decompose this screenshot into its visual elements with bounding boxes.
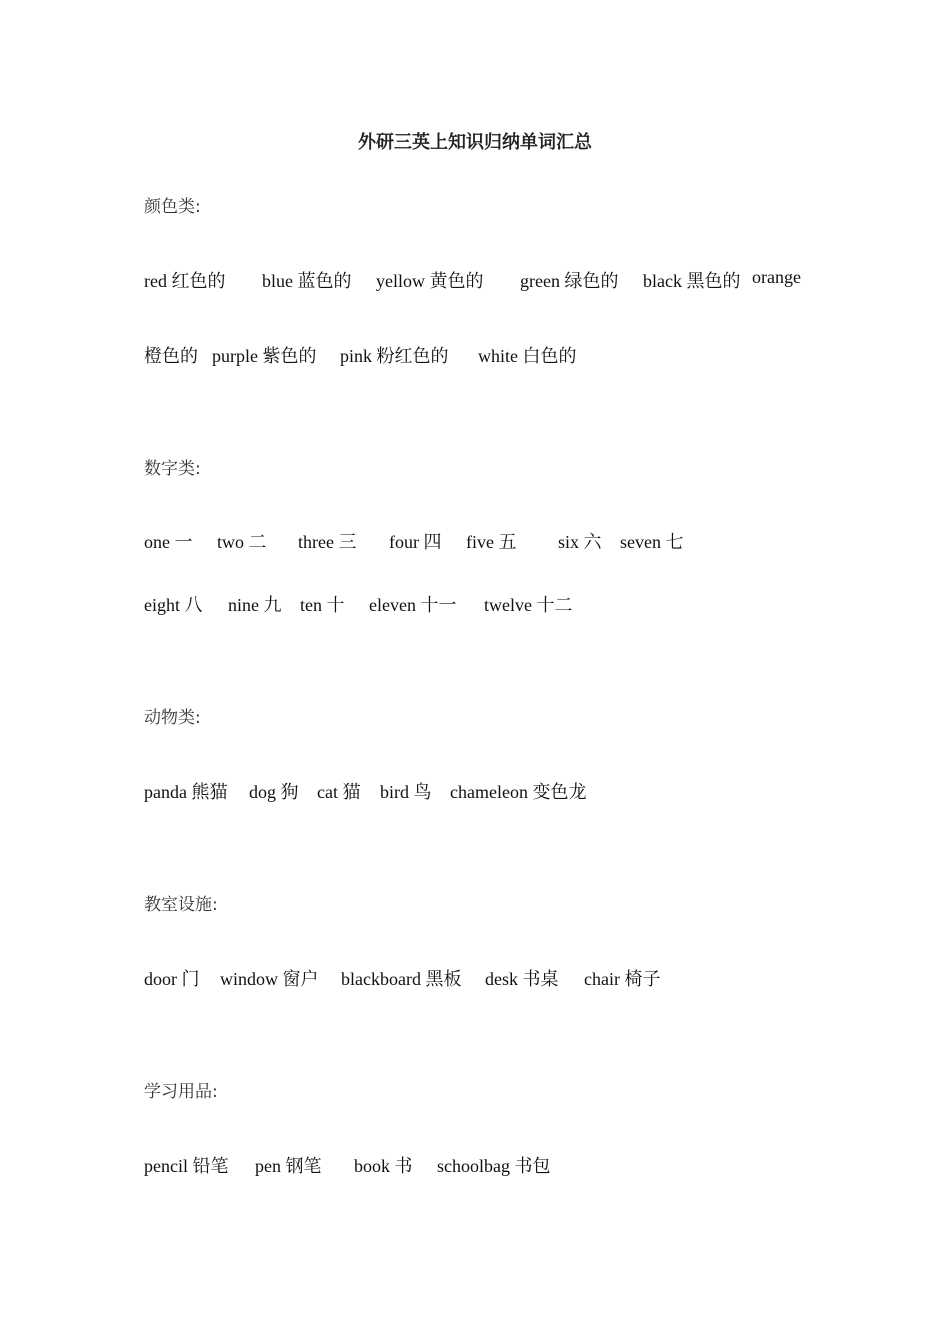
vocab-item: seven 七 <box>620 532 684 552</box>
vocab-item: dog 狗 <box>249 782 299 802</box>
vocab-item: blue 蓝色的 <box>262 271 352 291</box>
vocab-item: purple 紫色的 <box>212 346 317 366</box>
vocab-item: ten 十 <box>300 595 345 615</box>
vocab-item: five 五 <box>466 532 517 552</box>
vocab-item: twelve 十二 <box>484 595 573 615</box>
vocab-item: nine 九 <box>228 595 282 615</box>
vocab-item: white 白色的 <box>478 346 577 366</box>
vocab-item: cat 猫 <box>317 782 361 802</box>
section-heading-numbers: 数字类: <box>144 459 201 479</box>
document-title: 外研三英上知识归纳单词汇总 <box>358 132 592 153</box>
vocab-item: three 三 <box>298 532 357 552</box>
vocab-item: eight 八 <box>144 595 203 615</box>
vocab-item: yellow 黄色的 <box>376 271 484 291</box>
vocab-item: window 窗户 <box>220 969 319 989</box>
section-heading-animals: 动物类: <box>144 708 201 728</box>
vocab-item: chameleon 变色龙 <box>450 782 587 802</box>
vocab-item: black 黑色的 <box>643 271 741 291</box>
vocab-item: panda 熊猫 <box>144 782 228 802</box>
vocab-item: 橙色的 <box>144 346 198 366</box>
vocab-item: desk 书桌 <box>485 969 559 989</box>
vocab-item: pen 钢笔 <box>255 1156 322 1176</box>
vocab-item: pink 粉红色的 <box>340 346 449 366</box>
vocab-item: two 二 <box>217 532 267 552</box>
vocab-item: bird 鸟 <box>380 782 432 802</box>
section-heading-supplies: 学习用品: <box>144 1082 218 1102</box>
vocab-item: orange <box>752 267 801 287</box>
vocab-item: green 绿色的 <box>520 271 619 291</box>
vocab-item: pencil 铅笔 <box>144 1156 229 1176</box>
vocab-item: one 一 <box>144 532 193 552</box>
vocab-item: four 四 <box>389 532 442 552</box>
section-heading-classroom: 教室设施: <box>144 895 218 915</box>
vocab-item: book 书 <box>354 1156 413 1176</box>
vocab-item: eleven 十一 <box>369 595 457 615</box>
vocab-item: red 红色的 <box>144 271 226 291</box>
vocab-item: door 门 <box>144 969 200 989</box>
vocab-item: six 六 <box>558 532 602 552</box>
section-heading-colors: 颜色类: <box>144 197 201 217</box>
vocab-item: schoolbag 书包 <box>437 1156 551 1176</box>
vocab-item: chair 椅子 <box>584 969 661 989</box>
vocab-item: blackboard 黑板 <box>341 969 462 989</box>
